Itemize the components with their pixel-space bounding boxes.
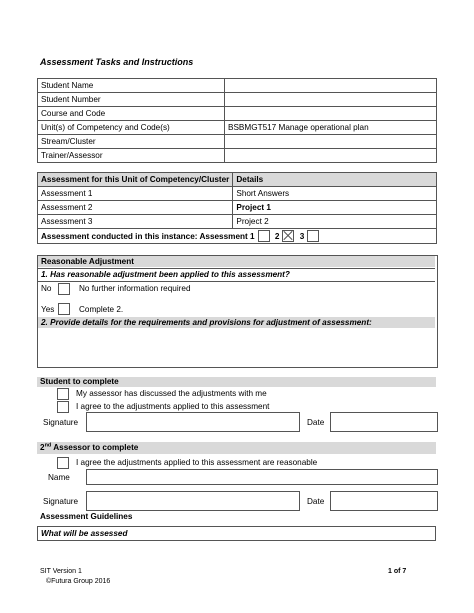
assessment-label: Assessment 1 bbox=[38, 187, 233, 201]
assessment-detail: Project 2 bbox=[233, 215, 437, 229]
page-title: Assessment Tasks and Instructions bbox=[40, 57, 194, 67]
student-check-2-label: I agree to the adjustments applied to this assessment bbox=[76, 402, 270, 411]
student-info-table bbox=[37, 78, 437, 163]
assessor2-name-field[interactable] bbox=[86, 469, 438, 485]
assessment-detail: Short Answers bbox=[233, 187, 437, 201]
row-value[interactable] bbox=[225, 135, 437, 149]
assessment-guidelines-heading: Assessment Guidelines bbox=[40, 512, 133, 521]
row-value[interactable] bbox=[225, 93, 437, 107]
table-row bbox=[38, 107, 437, 121]
yes-checkbox[interactable] bbox=[58, 303, 70, 315]
assessor2-signature-label: Signature bbox=[43, 497, 79, 506]
assessor2-header-suffix: Assessor to complete bbox=[51, 443, 139, 452]
assessor2-section-header bbox=[37, 442, 436, 454]
no-checkbox[interactable] bbox=[58, 283, 70, 295]
row-value[interactable]: BSBMGT517 Manage operational plan bbox=[225, 121, 437, 135]
assessor2-header-prefix: 2 bbox=[40, 443, 45, 452]
assessor2-check[interactable] bbox=[57, 457, 69, 469]
no-label: No bbox=[41, 284, 52, 293]
assessment-2-label: 2 bbox=[274, 231, 280, 241]
assessment-label: Assessment 3 bbox=[38, 215, 233, 229]
adjustment-details-field[interactable] bbox=[38, 329, 436, 365]
student-signature-label: Signature bbox=[43, 418, 79, 427]
assessor2-name-label: Name bbox=[48, 473, 70, 482]
row-label: Trainer/Assessor bbox=[38, 149, 225, 163]
assessment-conducted-row bbox=[38, 229, 437, 244]
student-check-1-label: My assessor has discussed the adjustments with me bbox=[76, 389, 267, 398]
yes-label: Yes bbox=[41, 305, 55, 314]
question-1: 1. Has reasonable adjustment been applied to this assessment? bbox=[38, 268, 435, 282]
table-row bbox=[38, 121, 437, 135]
row-label: Course and Code bbox=[38, 107, 225, 121]
yes-text: Complete 2. bbox=[79, 305, 124, 314]
footer-copyright: ©Futura Group 2016 bbox=[46, 578, 111, 585]
table-row bbox=[38, 187, 437, 201]
row-value[interactable] bbox=[225, 79, 437, 93]
assessor2-date-label: Date bbox=[307, 497, 325, 506]
table-row bbox=[38, 215, 437, 229]
assessor2-date-field[interactable] bbox=[330, 491, 438, 511]
question-2: 2. Provide details for the requirements and provisions for adjustment of assessment: bbox=[38, 317, 435, 328]
table-row bbox=[38, 93, 437, 107]
assessment-1-checkbox[interactable] bbox=[258, 230, 270, 242]
row-value[interactable] bbox=[225, 149, 437, 163]
assessment-detail: Project 1 bbox=[233, 201, 437, 215]
assessment-conducted-label: Assessment conducted in this instance: Assessment 1 bbox=[41, 231, 255, 241]
student-section-header: Student to complete bbox=[37, 377, 436, 387]
row-value[interactable] bbox=[225, 107, 437, 121]
table-row bbox=[38, 201, 437, 215]
assessment-2-checkbox[interactable] bbox=[282, 230, 294, 242]
student-check-1[interactable] bbox=[57, 388, 69, 400]
table-row bbox=[38, 79, 437, 93]
assessor2-signature-field[interactable] bbox=[86, 491, 300, 511]
student-check-2[interactable] bbox=[57, 401, 69, 413]
assessment-3-label: 3 bbox=[299, 231, 305, 241]
assessment-header-left: Assessment for this Unit of Competency/Cluster bbox=[38, 173, 233, 187]
no-text: No further information required bbox=[79, 284, 191, 293]
row-label: Stream/Cluster bbox=[38, 135, 225, 149]
assessment-3-checkbox[interactable] bbox=[307, 230, 319, 242]
assessment-table bbox=[37, 172, 437, 244]
student-signature-field[interactable] bbox=[86, 412, 300, 432]
assessor2-header-sup: nd bbox=[44, 442, 52, 449]
reasonable-adjustment-header: Reasonable Adjustment bbox=[38, 256, 435, 267]
row-label: Student Number bbox=[38, 93, 225, 107]
assessment-label: Assessment 2 bbox=[38, 201, 233, 215]
assessment-header-right: Details bbox=[233, 173, 437, 187]
assessor2-check-label: I agree the adjustments applied to this assessment are reasonable bbox=[76, 458, 318, 467]
student-date-field[interactable] bbox=[330, 412, 438, 432]
row-label: Student Name bbox=[38, 79, 225, 93]
table-row bbox=[38, 135, 437, 149]
footer-version: SIT Version 1 bbox=[40, 568, 82, 575]
table-row bbox=[38, 149, 437, 163]
what-will-be-assessed: What will be assessed bbox=[37, 526, 436, 541]
footer-page-number: 1 of 7 bbox=[388, 568, 407, 575]
student-date-label: Date bbox=[307, 418, 325, 427]
row-label: Unit(s) of Competency and Code(s) bbox=[38, 121, 225, 135]
